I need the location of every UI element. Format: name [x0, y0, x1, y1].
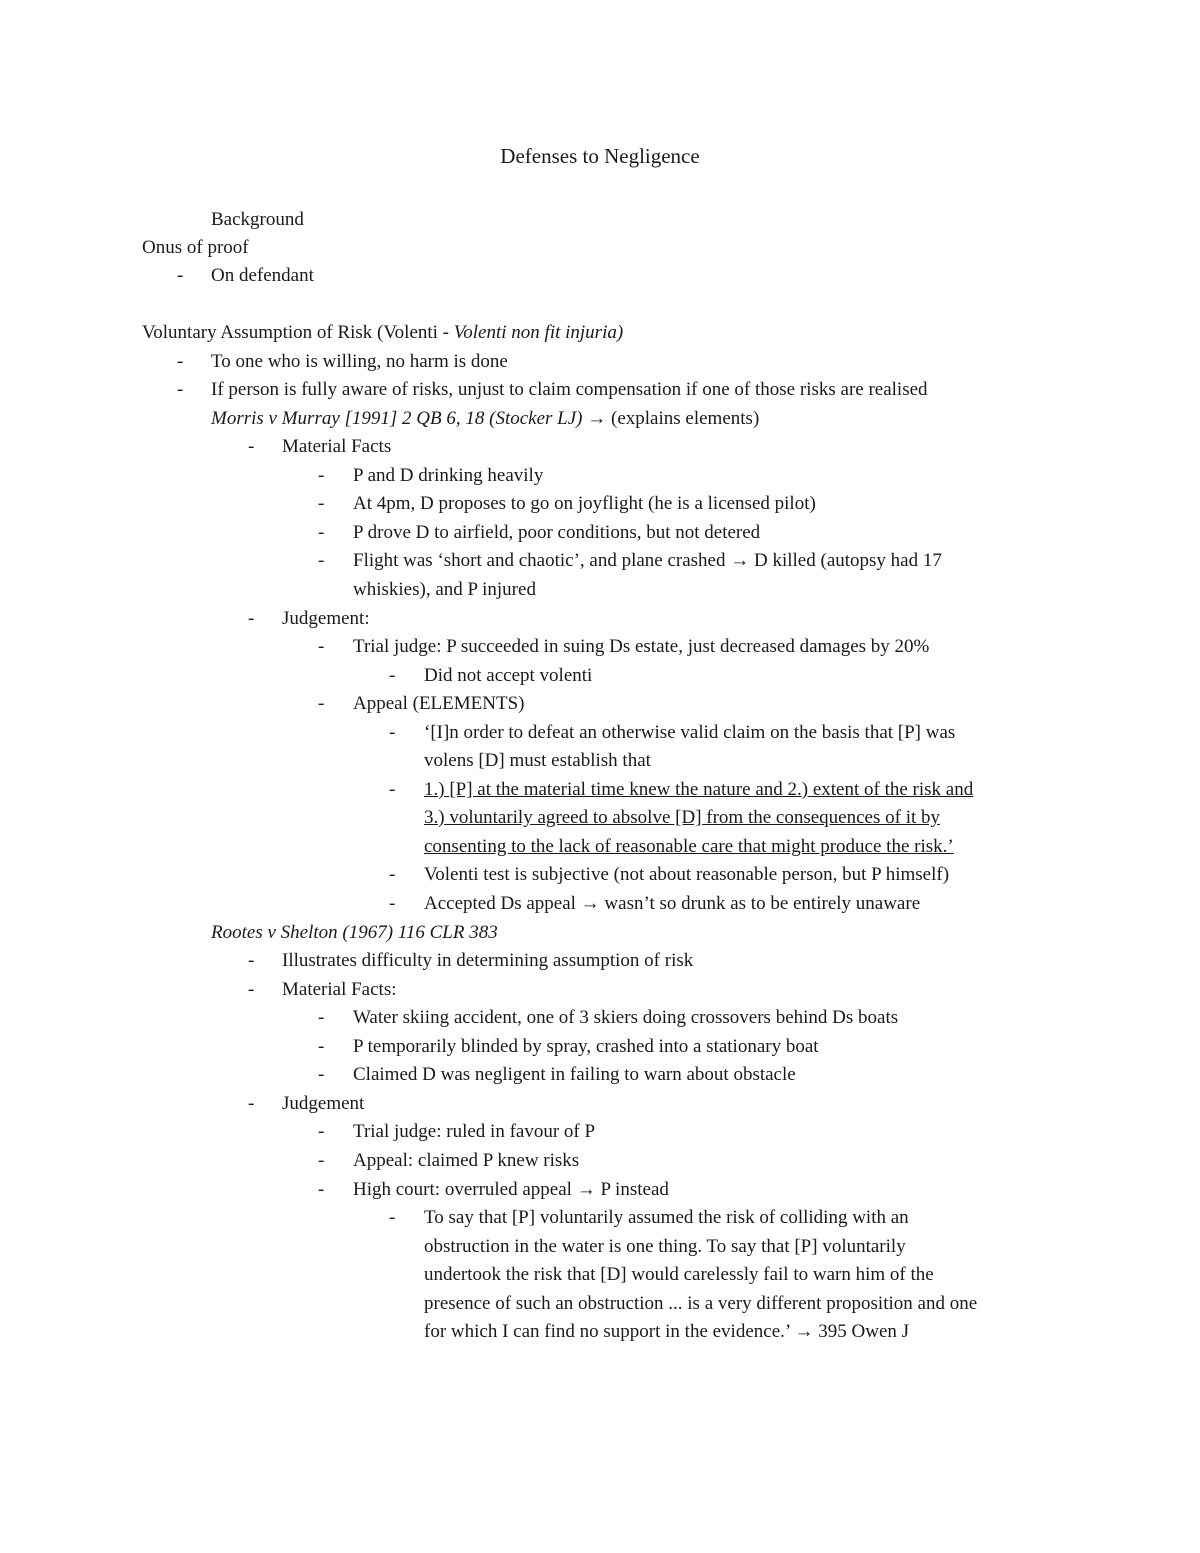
section-heading-volenti — [142, 321, 623, 345]
list-item: Flight was ‘short and chaotic’, and plane crashed → D killed (autopsy had 17 — [353, 550, 942, 571]
bullet-dash: - — [389, 864, 396, 885]
bullet-dash: - — [248, 979, 255, 1000]
document-title: Defenses to Negligence — [500, 144, 700, 168]
quote-line: presence of such an obstruction ... is a very different proposition and one — [424, 1293, 978, 1314]
quote-line-underlined: consenting to the lack of reasonable care that might produce the risk.’ — [424, 836, 954, 857]
list-item: On defendant — [211, 265, 314, 286]
bullet-dash: - — [248, 1093, 255, 1114]
bullet-dash: - — [318, 1007, 325, 1028]
list-item: To one who is willing, no harm is done — [211, 351, 508, 372]
case-citation: Morris v Murray [1991] 2 QB 6, 18 (Stocker LJ) — [211, 408, 583, 429]
quote-line-underlined: 3.) voluntarily agreed to absolve [D] from the consequences of it by — [424, 807, 941, 828]
bullet-dash: - — [248, 608, 255, 629]
heading-latin-maxim: Volenti non fit injuria) — [453, 322, 624, 343]
bullet-dash: - — [318, 1150, 325, 1171]
judgement-label: Judgement: — [282, 608, 370, 629]
heading-text: Voluntary Assumption of Risk (Volenti - — [142, 322, 454, 343]
list-item: High court: overruled appeal → P instead — [353, 1179, 669, 1200]
list-item: Accepted Ds appeal → wasn’t so drunk as to be entirely unaware — [424, 893, 921, 914]
bullet-dash: - — [389, 893, 396, 914]
bullet-dash: - — [318, 1036, 325, 1057]
bullet-dash: - — [177, 379, 184, 400]
list-item: Volenti test is subjective (not about reasonable person, but P himself) — [424, 864, 950, 885]
list-item: Claimed D was negligent in failing to warn about obstacle — [353, 1064, 796, 1085]
quote-line: undertook the risk that [D] would carelessly fail to warn him of the — [424, 1264, 934, 1285]
case-citation-note: → (explains elements) — [582, 408, 760, 429]
list-item: P temporarily blinded by spray, crashed into a stationary boat — [353, 1036, 819, 1057]
bullet-dash: - — [318, 550, 325, 571]
section-heading-background: Background — [211, 209, 304, 230]
case-heading-rootes: Rootes v Shelton (1967) 116 CLR 383 — [211, 922, 498, 943]
bullet-dash: - — [248, 436, 255, 457]
list-item: Water skiing accident, one of 3 skiers doing crossovers behind Ds boats — [353, 1007, 899, 1028]
list-item: Did not accept volenti — [424, 665, 593, 686]
quote-line: To say that [P] voluntarily assumed the risk of colliding with an — [424, 1207, 909, 1228]
list-item-continuation: whiskies), and P injured — [353, 579, 536, 600]
case-heading-morris — [211, 407, 759, 431]
bullet-dash: - — [318, 493, 325, 514]
list-item: Illustrates difficulty in determining assumption of risk — [282, 950, 694, 971]
bullet-dash: - — [318, 465, 325, 486]
material-facts-label: Material Facts — [282, 436, 392, 457]
quote-line: ‘[I]n order to defeat an otherwise valid claim on the basis that [P] was — [424, 722, 956, 743]
quote-line: obstruction in the water is one thing. To say that [P] voluntarily — [424, 1236, 906, 1257]
bullet-dash: - — [389, 779, 396, 800]
list-item: If person is fully aware of risks, unjust to claim compensation if one of those risks are realised — [211, 379, 928, 400]
judgement-label: Judgement — [282, 1093, 365, 1114]
bullet-dash: - — [318, 1121, 325, 1142]
bullet-dash: - — [318, 522, 325, 543]
bullet-dash: - — [318, 636, 325, 657]
bullet-dash: - — [318, 693, 325, 714]
bullet-dash: - — [177, 351, 184, 372]
bullet-dash: - — [389, 665, 396, 686]
list-item: Appeal: claimed P knew risks — [353, 1150, 580, 1171]
material-facts-label: Material Facts: — [282, 979, 397, 1000]
bullet-dash: - — [389, 1207, 396, 1228]
list-item: At 4pm, D proposes to go on joyflight (he is a licensed pilot) — [353, 493, 816, 514]
bullet-dash: - — [248, 950, 255, 971]
bullet-dash: - — [389, 722, 396, 743]
quote-line: for which I can find no support in the evidence.’ → 395 Owen J — [424, 1321, 910, 1342]
quote-line: volens [D] must establish that — [424, 750, 651, 771]
section-heading-onus: Onus of proof — [142, 237, 249, 258]
bullet-dash: - — [318, 1179, 325, 1200]
list-item: Trial judge: P succeeded in suing Ds estate, just decreased damages by 20% — [353, 636, 930, 657]
bullet-dash: - — [177, 265, 184, 286]
quote-line-underlined: 1.) [P] at the material time knew the nature and 2.) extent of the risk and — [424, 779, 974, 800]
bullet-dash: - — [318, 1064, 325, 1085]
list-item: P drove D to airfield, poor conditions, but not detered — [353, 522, 761, 543]
list-item: P and D drinking heavily — [353, 465, 544, 486]
list-item: Appeal (ELEMENTS) — [353, 693, 525, 714]
list-item: Trial judge: ruled in favour of P — [353, 1121, 596, 1142]
